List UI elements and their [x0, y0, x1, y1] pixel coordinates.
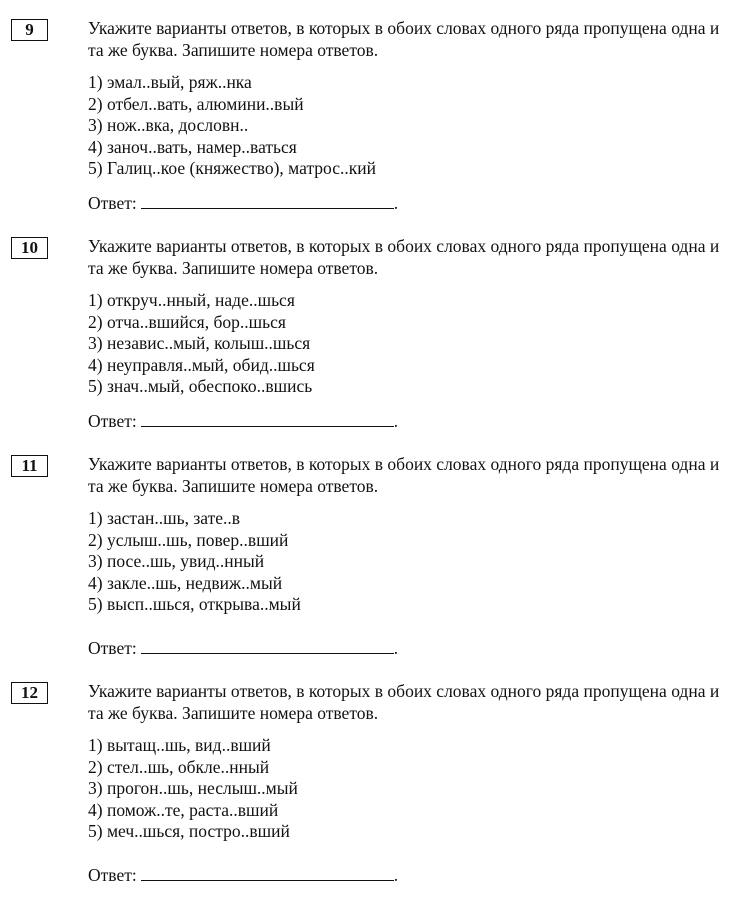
task-number-box: 9 [11, 19, 48, 41]
option-item: 1) эмал..вый, ряж..нка [88, 72, 252, 92]
task-instruction: Укажите варианты ответов, в которых в обоих словах одного ряда пропущена одна и та же буква. Запишите номера ответов. [88, 454, 720, 496]
option-item: 3) нож..вка, дословн.. [88, 115, 249, 135]
task-10 [0, 235, 729, 435]
option-item: 5) меч..шься, постро..вший [88, 821, 290, 841]
option-item: 4) закле..шь, недвиж..мый [88, 572, 283, 593]
answer-end: . [393, 411, 399, 431]
answer-field[interactable] [141, 865, 394, 881]
option-item: 2) услыш..шь, повер..вший [88, 529, 289, 550]
option-item: 5) знач..мый, обеспоко..вшись [88, 376, 313, 396]
answer-label: Ответ: [88, 411, 137, 431]
answer-row [88, 192, 398, 214]
option-item: 1) застан..шь, зате..в [88, 508, 241, 528]
answer-field[interactable] [141, 193, 394, 209]
option-item: 4) помож..те, раста..вший [88, 799, 279, 820]
task-number-box: 10 [11, 237, 48, 259]
answer-end: . [393, 193, 399, 213]
option-item: 4) неуправля..мый, обид..шься [88, 354, 315, 375]
task-12 [0, 680, 729, 895]
options-list [88, 72, 376, 180]
answer-row [88, 410, 398, 432]
answer-label: Ответ: [88, 638, 137, 658]
option-item: 2) стел..шь, обкле..нный [88, 756, 270, 777]
options-list [88, 508, 301, 616]
answer-field[interactable] [141, 411, 394, 427]
answer-label: Ответ: [88, 193, 137, 213]
task-number-box: 11 [11, 455, 48, 477]
task-number-box: 12 [11, 682, 48, 704]
option-item: 5) Галиц..кое (княжество), матрос..кий [88, 158, 376, 178]
option-item: 3) независ..мый, колыш..шься [88, 333, 311, 353]
option-item: 5) высп..шься, открыва..мый [88, 594, 301, 614]
answer-end: . [393, 638, 399, 658]
answer-field[interactable] [141, 638, 394, 654]
task-instruction: Укажите варианты ответов, в которых в обоих словах одного ряда пропущена одна и та же буква. Запишите номера ответов. [88, 681, 720, 723]
option-item: 2) отбел..вать, алюмини..вый [88, 93, 304, 114]
options-list [88, 735, 298, 843]
option-item: 1) откруч..нный, наде..шься [88, 290, 295, 310]
options-list [88, 290, 315, 398]
option-item: 3) посе..шь, увид..нный [88, 551, 265, 571]
task-11 [0, 453, 729, 663]
option-item: 1) вытащ..шь, вид..вший [88, 735, 271, 755]
option-item: 2) отча..вшийся, бор..шься [88, 311, 286, 332]
task-instruction: Укажите варианты ответов, в которых в обоих словах одного ряда пропущена одна и та же буква. Запишите номера ответов. [88, 18, 720, 60]
answer-label: Ответ: [88, 865, 137, 885]
task-instruction: Укажите варианты ответов, в которых в обоих словах одного ряда пропущена одна и та же буква. Запишите номера ответов. [88, 236, 720, 278]
answer-row [88, 864, 398, 886]
answer-row [88, 637, 398, 659]
option-item: 3) прогон..шь, неслыш..мый [88, 778, 298, 798]
option-item: 4) заноч..вать, намер..ваться [88, 136, 297, 157]
answer-end: . [393, 865, 399, 885]
task-9 [0, 17, 729, 217]
